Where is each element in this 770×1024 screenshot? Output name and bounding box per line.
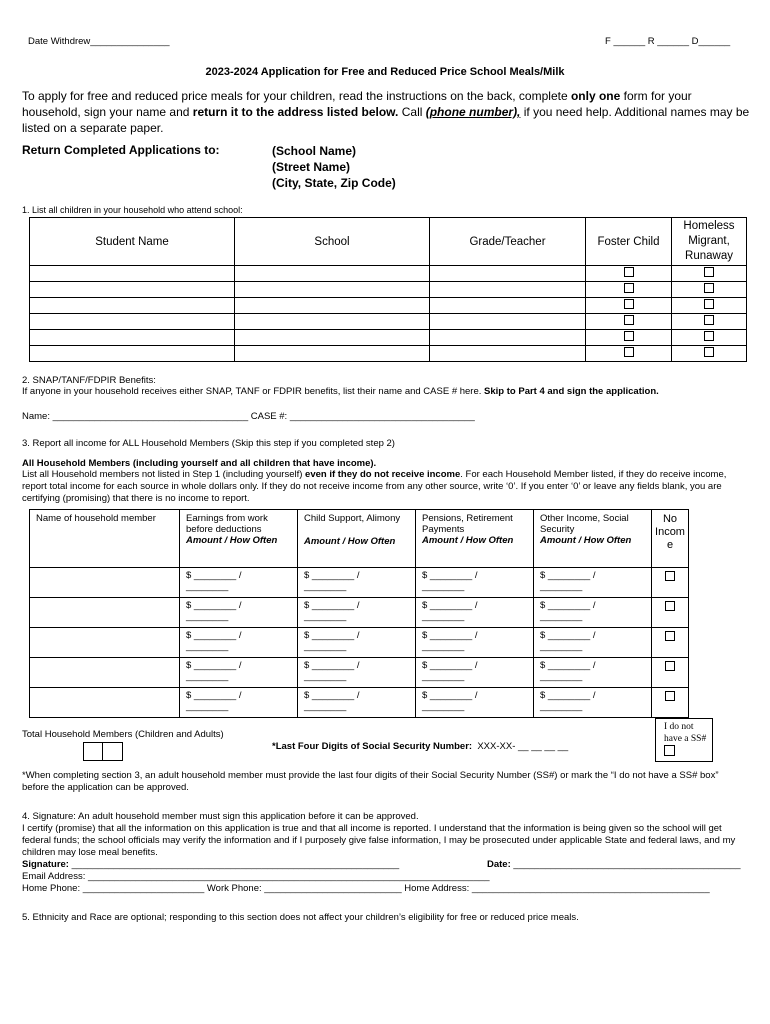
income-table-header — [30, 510, 689, 568]
children-table-header — [30, 218, 747, 266]
other-income-cell[interactable]: $ ________ / ________ — [534, 688, 652, 718]
income-table — [29, 509, 689, 718]
member-name-cell[interactable] — [30, 628, 180, 658]
col-student-name: Student Name — [30, 218, 235, 266]
other-income-cell[interactable]: $ ________ / ________ — [534, 658, 652, 688]
snap-name-case-line[interactable]: Name: _____________________________________ CASE #: ___________________________________ — [22, 411, 475, 422]
table-row — [30, 688, 689, 718]
other-income-cell[interactable]: $ ________ / ________ — [534, 628, 652, 658]
ssn-note: *When completing section 3, an adult household member must provide the last four digits of their Social Security Number (SS#) or mark the “I do not have a SS# box” before the application can be approved. — [22, 770, 719, 793]
signature-line[interactable]: Signature: ______________________________________________________________ — [22, 859, 400, 870]
table-row — [30, 598, 689, 628]
earnings-cell[interactable]: $ ________ / ________ — [180, 598, 298, 628]
grade-cell[interactable] — [430, 346, 586, 362]
grade-cell[interactable] — [430, 314, 586, 330]
school-cell[interactable] — [235, 330, 430, 346]
earnings-cell[interactable]: $ ________ / ________ — [180, 568, 298, 598]
table-row — [30, 628, 689, 658]
pensions-cell[interactable]: $ ________ / ________ — [416, 628, 534, 658]
col-pensions: Pensions, Retirement Payments Amount / How Often — [416, 510, 534, 568]
student-name-cell[interactable] — [30, 266, 235, 282]
col-earnings: Earnings from work before deductions Amount / How Often — [180, 510, 298, 568]
child-support-cell[interactable]: $ ________ / ________ — [298, 568, 416, 598]
homeless-checkbox[interactable] — [704, 347, 714, 357]
earnings-cell[interactable]: $ ________ / ________ — [180, 628, 298, 658]
total-members-box[interactable] — [83, 742, 123, 761]
no-income-checkbox[interactable] — [665, 691, 675, 701]
grade-cell[interactable] — [430, 330, 586, 346]
school-cell[interactable] — [235, 266, 430, 282]
section2-text: If anyone in your household receives either SNAP, TANF or FDPIR benefits, list their name and CASE # here. Skip to Part 4 and sign the application. — [22, 386, 659, 397]
form-title: 2023-2024 Application for Free and Reduced Price School Meals/Milk — [205, 66, 565, 78]
member-name-cell[interactable] — [30, 688, 180, 718]
earnings-cell[interactable]: $ ________ / ________ — [180, 658, 298, 688]
foster-checkbox[interactable] — [624, 315, 634, 325]
table-row — [30, 330, 747, 346]
col-foster-child: Foster Child — [586, 218, 672, 266]
student-name-cell[interactable] — [30, 330, 235, 346]
child-support-cell[interactable]: $ ________ / ________ — [298, 598, 416, 628]
email-line[interactable]: Email Address: ____________________________________________________________________________ — [22, 871, 490, 882]
date-line[interactable]: Date: ___________________________________________ — [487, 859, 741, 870]
section3-label: 3. Report all income for ALL Household Members (Skip this step if you completed step 2) — [22, 438, 395, 449]
total-members-label: Total Household Members (Children and Adults) — [22, 729, 224, 740]
no-ssn-checkbox[interactable] — [664, 745, 675, 756]
pensions-cell[interactable]: $ ________ / ________ — [416, 688, 534, 718]
school-cell[interactable] — [235, 298, 430, 314]
child-support-cell[interactable]: $ ________ / ________ — [298, 628, 416, 658]
grade-cell[interactable] — [430, 282, 586, 298]
return-address: (School Name) (Street Name) (City, State, Zip Code) — [272, 144, 396, 190]
table-row — [30, 568, 689, 598]
phones-address-line[interactable]: Home Phone: _______________________ Work Phone: __________________________ Home Address: _____________________________________________ — [22, 883, 710, 894]
col-homeless: Homeless Migrant, Runaway — [672, 218, 747, 266]
foster-checkbox[interactable] — [624, 283, 634, 293]
section3-bold-line: All Household Members (including yourself and all children that have income). — [22, 458, 377, 469]
children-table — [29, 217, 747, 362]
foster-checkbox[interactable] — [624, 331, 634, 341]
member-name-cell[interactable] — [30, 658, 180, 688]
table-row — [30, 314, 747, 330]
student-name-cell[interactable] — [30, 282, 235, 298]
homeless-checkbox[interactable] — [704, 315, 714, 325]
no-income-checkbox[interactable] — [665, 571, 675, 581]
grade-cell[interactable] — [430, 266, 586, 282]
other-income-cell[interactable]: $ ________ / ________ — [534, 568, 652, 598]
no-income-checkbox[interactable] — [665, 661, 675, 671]
section1-label: 1. List all children in your household who attend school: — [22, 205, 243, 215]
child-support-cell[interactable]: $ ________ / ________ — [298, 658, 416, 688]
section3-instructions: List all Household members not listed in Step 1 (including yourself) even if they do not receive income. For each Household Member listed, if they do receive income, report total income for each source in whole dollars only. If they do not receive income from any other source, write ‘0’. If you enter ‘0’ or leave any fields blank, you are certifying (promising) that there is no income to report. — [22, 469, 727, 504]
homeless-checkbox[interactable] — [704, 299, 714, 309]
section5-label: 5. Ethnicity and Race are optional; responding to this section does not affect your children’s eligibility for free or reduced price meals. — [22, 912, 579, 923]
col-grade-teacher: Grade/Teacher — [430, 218, 586, 266]
no-income-checkbox[interactable] — [665, 601, 675, 611]
col-child-support: Child Support, Alimony Amount / How Often — [298, 510, 416, 568]
table-row — [30, 346, 747, 362]
certify-text: I certify (promise) that all the information on this application is true and that all income is reported. I understand that the information is being given so the school will get federal funds; the school officials may verify the information and if I purposely give false information, I may be prosecuted under applicable State and federal laws, and my children may lose meal benefits. — [22, 823, 736, 858]
homeless-checkbox[interactable] — [704, 283, 714, 293]
table-row — [30, 298, 747, 314]
pensions-cell[interactable]: $ ________ / ________ — [416, 568, 534, 598]
grade-cell[interactable] — [430, 298, 586, 314]
return-label: Return Completed Applications to: — [22, 143, 220, 157]
section2-label: 2. SNAP/TANF/FDPIR Benefits: — [22, 375, 156, 386]
student-name-cell[interactable] — [30, 314, 235, 330]
col-school: School — [235, 218, 430, 266]
foster-checkbox[interactable] — [624, 299, 634, 309]
col-other-income: Other Income, Social Security Amount / How Often — [534, 510, 652, 568]
foster-checkbox[interactable] — [624, 267, 634, 277]
no-ssn-box: I do not have a SS# — [655, 718, 713, 762]
col-no-income: No Incom e — [652, 510, 689, 568]
office-use-frd: F ______ R ______ D______ — [605, 36, 731, 47]
student-name-cell[interactable] — [30, 346, 235, 362]
school-cell[interactable] — [235, 346, 430, 362]
foster-checkbox[interactable] — [624, 347, 634, 357]
member-name-cell[interactable] — [30, 568, 180, 598]
pensions-cell[interactable]: $ ________ / ________ — [416, 658, 534, 688]
student-name-cell[interactable] — [30, 298, 235, 314]
homeless-checkbox[interactable] — [704, 267, 714, 277]
school-cell[interactable] — [235, 314, 430, 330]
ssn-line[interactable]: *Last Four Digits of Social Security Number: XXX-XX- __ __ __ __ — [272, 741, 569, 752]
other-income-cell[interactable]: $ ________ / ________ — [534, 598, 652, 628]
table-row — [30, 282, 747, 298]
member-name-cell[interactable] — [30, 598, 180, 628]
child-support-cell[interactable]: $ ________ / ________ — [298, 688, 416, 718]
col-household-member: Name of household member — [30, 510, 180, 568]
table-row — [30, 266, 747, 282]
pensions-cell[interactable]: $ ________ / ________ — [416, 598, 534, 628]
table-row — [30, 658, 689, 688]
earnings-cell[interactable]: $ ________ / ________ — [180, 688, 298, 718]
school-cell[interactable] — [235, 282, 430, 298]
section4-label: 4. Signature: An adult household member must sign this application before it can be approved. — [22, 811, 419, 822]
homeless-checkbox[interactable] — [704, 331, 714, 341]
date-withdrew: Date Withdrew_______________ — [28, 36, 170, 47]
no-income-checkbox[interactable] — [665, 631, 675, 641]
intro-paragraph: To apply for free and reduced price meals for your children, read the instructions on the back, complete only one form for your household, sign your name and return it to the address listed below. Call (phone number), if you need help. Additional names may be listed on a separate paper. — [22, 89, 750, 135]
